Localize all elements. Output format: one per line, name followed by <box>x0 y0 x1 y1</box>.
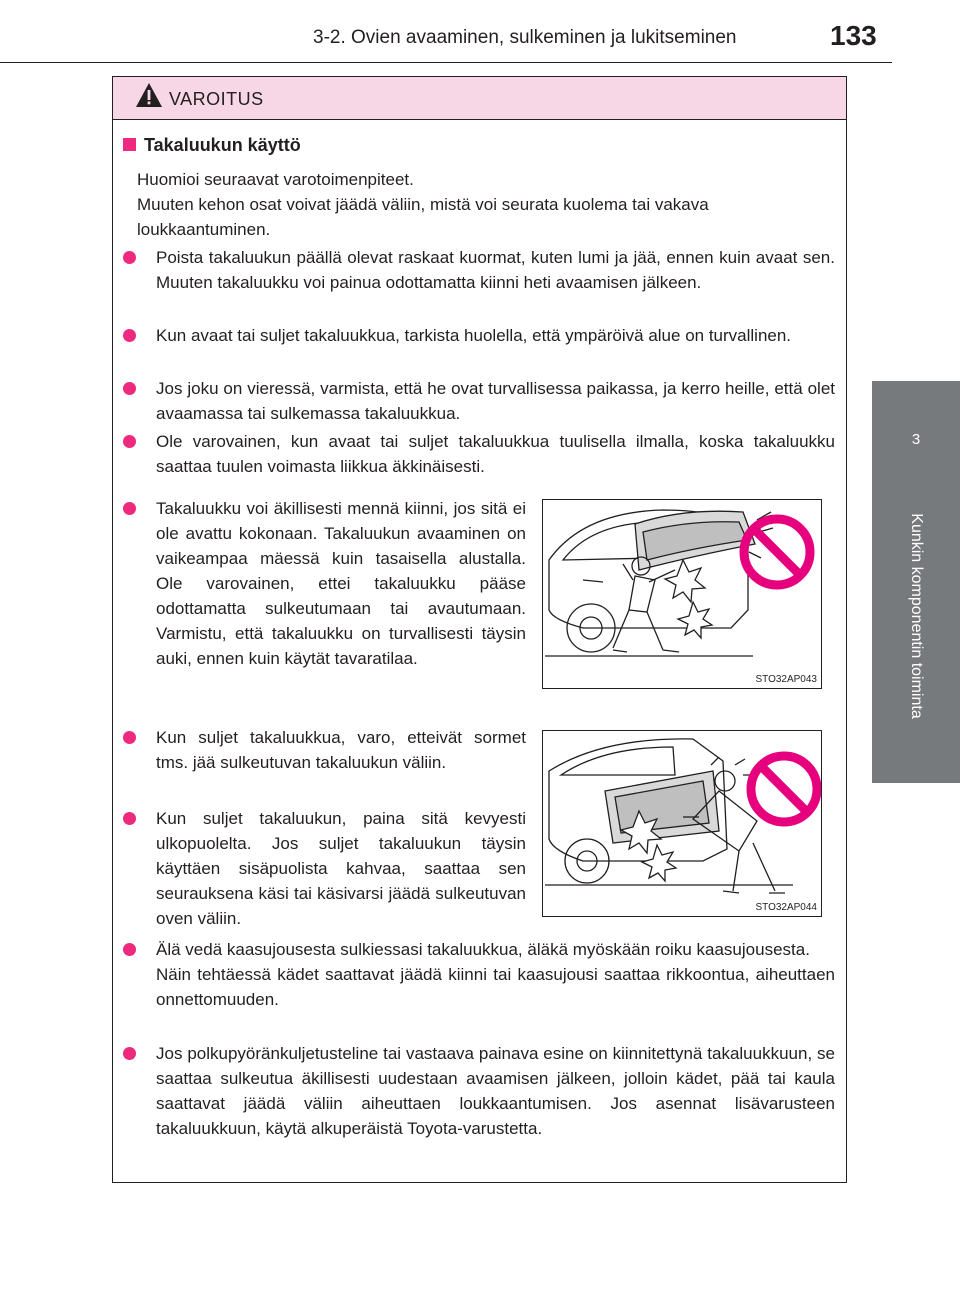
prohibition-icon <box>543 731 821 916</box>
bullet-dot-icon <box>123 943 136 956</box>
intro-line-2: Muuten kehon osat voivat jäädä väliin, mistä voi seurata kuolema tai vakava loukkaantuminen. <box>137 195 709 239</box>
warning-triangle-icon <box>135 81 163 114</box>
bullet-dot-icon <box>123 1047 136 1060</box>
bullet-dot-icon <box>123 251 136 264</box>
bullet-item: Takaluukku voi äkillisesti mennä kiinni, jos sitä ei ole avattu kokonaan. Takaluukun avaaminen on vaikeampaa mäessä kuin tasaisella alustalla. Ole varovainen, ettei takaluukku pääse odottamatta sulkeutumaan tai avautumaan. Varmistu, että takaluukku on turvallisesti täysin auki, ennen kuin käytät tavaratilaa. <box>123 496 526 671</box>
intro-text <box>137 167 837 242</box>
page-number: 133 <box>830 20 877 51</box>
intro-line-1: Huomioi seuraavat varotoimenpiteet. <box>137 170 414 189</box>
bullet-item: Jos joku on vieressä, varmista, että he ovat turvallisessa paikassa, ja kerro heille, että olet avaamassa tai sulkemassa takaluukkua. <box>123 376 835 426</box>
bullet-dot-icon <box>123 502 136 515</box>
bullet-item: Kun suljet takaluukun, paina sitä kevyesti ulkopuolelta. Jos suljet takaluukun täysin käyttäen sisäpuolista kahvaa, saattaa sen seurauksena käsi tai käsivarsi jäädä sulkeutuvan oven väliin. <box>123 806 526 931</box>
bullet-item: Kun suljet takaluukkua, varo, etteivät sormet tms. jää sulkeutuvan takaluukun väliin. <box>123 725 526 775</box>
section-title: Takaluukun käyttö <box>123 135 301 156</box>
bullet-item: Jos polkupyöränkuljetusteline tai vastaava painava esine on kiinnitettynä takaluukkuun, se saattaa sulkeutua äkillisesti uudestaan avaamisen jälkeen, jolloin kädet, pää tai kaula saattavat jäädä väliin aiheuttaen loukkaantumisen. Jos asennat lisävarusteen takaluukkuun, käytä alkuperäistä Toyota-varustetta. <box>123 1041 835 1141</box>
bullet-dot-icon <box>123 435 136 448</box>
bullet-item: Kun avaat tai suljet takaluukkua, tarkista huolella, että ympäröivä alue on turvallinen. <box>123 323 835 348</box>
figure-tailgate-closing-suddenly <box>542 499 822 689</box>
header-rule <box>0 62 892 63</box>
chapter-number: 3 <box>911 431 921 448</box>
figure-code: STO32AP044 <box>755 902 817 913</box>
chapter-side-tab <box>872 381 960 783</box>
chapter-title: Kunkin komponentin toiminta <box>908 513 925 719</box>
warning-box <box>112 76 847 1183</box>
section-square-icon <box>123 138 136 151</box>
warning-label: VAROITUS <box>169 89 264 109</box>
bullet-item: Ole varovainen, kun avaat tai suljet takaluukkua tuulisella ilmalla, koska takaluukku saattaa tuulen voimasta liikkua äkkinäisesti. <box>123 429 835 479</box>
bullet-dot-icon <box>123 812 136 825</box>
bullet-item: Älä vedä kaasujousesta sulkiessasi takaluukkua, äläkä myöskään roiku kaasujousesta. Näin tehtäessä kädet saattavat jäädä kiinni tai kaasujousi saattaa rikkoontua, aiheuttaen onnettomuuden. <box>123 937 835 1012</box>
bullet-dot-icon <box>123 731 136 744</box>
prohibition-icon <box>543 500 821 688</box>
warning-header <box>113 77 846 120</box>
bullet-note: Näin tehtäessä kädet saattavat jäädä kiinni tai kaasujousi saattaa rikkoontua, aiheuttaen onnettomuuden. <box>156 965 835 1009</box>
bullet-item: Poista takaluukun päällä olevat raskaat kuormat, kuten lumi ja jää, ennen kuin avaat sen. Muuten takaluukku voi painua odottamatta kiinni heti avaamisen jälkeen. <box>123 245 835 295</box>
running-header-title: 3-2. Ovien avaaminen, sulkeminen ja lukitseminen <box>313 27 737 48</box>
bullet-dot-icon <box>123 382 136 395</box>
figure-code: STO32AP043 <box>755 674 817 685</box>
bullet-dot-icon <box>123 329 136 342</box>
figure-tailgate-pinching-hand <box>542 730 822 917</box>
